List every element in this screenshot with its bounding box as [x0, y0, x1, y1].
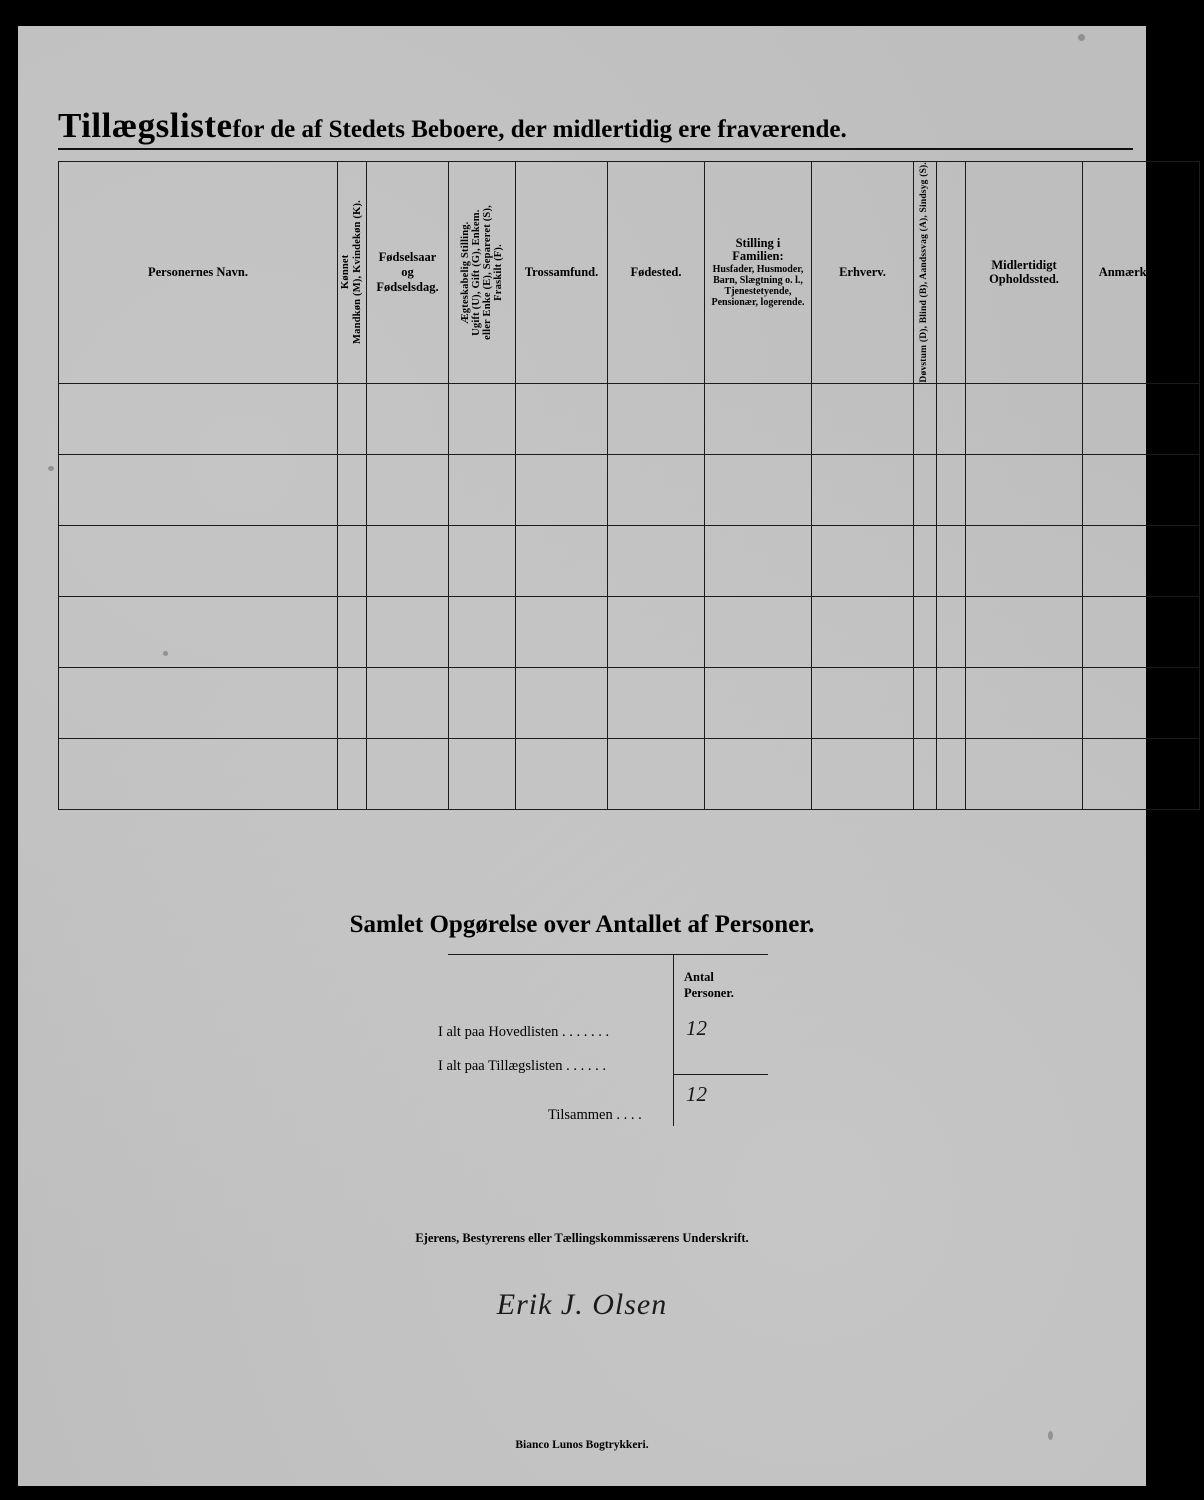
summary-row-tilsammen-label: Tilsammen . . . .	[548, 1107, 642, 1123]
summary-row-hovedliste-label: I alt paa Hovedlisten . . . . . . .	[438, 1024, 610, 1040]
cell-erhverv[interactable]	[812, 738, 914, 809]
paper-speck	[48, 466, 54, 471]
title-divider	[58, 148, 1133, 150]
column-header-stilling-body: Husfader, Husmoder, Barn, Slægtning o. l., Tjenestetyende, Pensionær, logerende.	[711, 264, 805, 309]
cell-erhverv[interactable]	[812, 525, 914, 596]
paper-speck	[1078, 34, 1085, 41]
cell-fodselsaar[interactable]	[367, 383, 449, 454]
cell-anmaerkninger[interactable]	[1083, 596, 1200, 667]
cell-erhverv[interactable]	[812, 667, 914, 738]
cell-egteskabelig[interactable]	[449, 738, 516, 809]
cell-fodested[interactable]	[608, 454, 705, 525]
signature-handwriting: Erik J. Olsen	[496, 1288, 668, 1321]
cell-anmaerkninger[interactable]	[1083, 738, 1200, 809]
cell-name[interactable]	[59, 454, 338, 525]
signature-label: Ejerens, Bestyrerens eller Tællingskommissærens Underskrift.	[415, 1231, 749, 1245]
cell-anmaerkninger[interactable]	[1083, 383, 1200, 454]
column-header-egteskabelig-stilling	[449, 162, 516, 384]
cell-trossamfund[interactable]	[516, 383, 608, 454]
cell-dovstum[interactable]	[914, 596, 937, 667]
cell-erhverv[interactable]	[812, 596, 914, 667]
cell-konnet[interactable]	[338, 525, 367, 596]
cell-fodselsaar[interactable]	[367, 596, 449, 667]
cell-midlertidigt[interactable]	[966, 738, 1083, 809]
cell-aandssvag[interactable]	[937, 383, 966, 454]
cell-dovstum[interactable]	[914, 454, 937, 525]
cell-aandssvag[interactable]	[937, 738, 966, 809]
column-header-trossamfund: Trossamfund.	[516, 162, 608, 384]
cell-fodested[interactable]	[608, 596, 705, 667]
column-header-dovstum-text: Døvstum (D), Blind (B), Aandssvag (A), Sindsyg (S).	[919, 162, 930, 383]
column-header-fodested: Fødested.	[608, 162, 705, 384]
table-row[interactable]	[59, 738, 1200, 809]
cell-anmaerkninger[interactable]	[1083, 667, 1200, 738]
cell-egteskabelig[interactable]	[449, 596, 516, 667]
cell-dovstum[interactable]	[914, 525, 937, 596]
column-header-konnet	[338, 162, 367, 384]
cell-stilling[interactable]	[705, 454, 812, 525]
cell-erhverv[interactable]	[812, 383, 914, 454]
cell-midlertidigt[interactable]	[966, 454, 1083, 525]
cell-aandssvag[interactable]	[937, 596, 966, 667]
cell-trossamfund[interactable]	[516, 525, 608, 596]
table-row[interactable]	[59, 454, 1200, 525]
cell-dovstum[interactable]	[914, 738, 937, 809]
cell-fodselsaar[interactable]	[367, 454, 449, 525]
cell-stilling[interactable]	[705, 383, 812, 454]
column-header-stilling-title2: Familien:	[732, 249, 784, 264]
column-header-fodselsaar-l2: og	[401, 264, 414, 279]
cell-name[interactable]	[59, 667, 338, 738]
census-form-page	[18, 26, 1184, 1486]
cell-aandssvag[interactable]	[937, 525, 966, 596]
summary-title: Samlet Opgørelse over Antallet af Personer.	[349, 911, 815, 938]
page-title-main: Tillægsliste	[58, 106, 233, 145]
column-header-name: Personernes Navn.	[59, 162, 338, 384]
cell-dovstum[interactable]	[914, 667, 937, 738]
column-header-konnet-l2: Mandkøn (M), Kvindekøn (K).	[352, 200, 363, 345]
cell-erhverv[interactable]	[812, 454, 914, 525]
column-header-egte-l1: Ægteskabelig Stilling.	[459, 221, 471, 324]
cell-konnet[interactable]	[338, 738, 367, 809]
column-header-midlertidigt-opholdssted	[966, 162, 1083, 384]
table-header-row	[59, 162, 1200, 384]
column-header-konnet-l1: Kønnet	[339, 255, 351, 290]
cell-aandssvag[interactable]	[937, 454, 966, 525]
summary-vertical-rule	[673, 954, 674, 1126]
cell-fodselsaar[interactable]	[367, 667, 449, 738]
summary-value-hovedliste[interactable]: 12	[686, 1016, 707, 1040]
cell-trossamfund[interactable]	[516, 454, 608, 525]
summary-column-header-l2: Personer.	[684, 986, 734, 1001]
printer-imprint: Bianco Lunos Bogtrykkeri.	[515, 1439, 649, 1451]
cell-konnet[interactable]	[338, 383, 367, 454]
cell-fodested[interactable]	[608, 525, 705, 596]
cell-midlertidigt[interactable]	[966, 667, 1083, 738]
cell-stilling[interactable]	[705, 667, 812, 738]
summary-mid-rule	[673, 1074, 768, 1075]
table-row[interactable]	[59, 667, 1200, 738]
page-title-rest: for de af Stedets Beboere, der midlertidig ere fraværende.	[232, 116, 847, 143]
absentees-table	[58, 161, 1200, 810]
column-header-stilling-title: Stilling i	[735, 235, 781, 250]
cell-trossamfund[interactable]	[516, 667, 608, 738]
cell-fodested[interactable]	[608, 667, 705, 738]
cell-midlertidigt[interactable]	[966, 525, 1083, 596]
column-header-egte-l3: eller Enke (E), Separeret (S),	[482, 204, 493, 340]
column-header-egte-l2: Ugift (U), Gift (G), Enkem.	[470, 209, 482, 336]
cell-fodselsaar[interactable]	[367, 525, 449, 596]
cell-fodselsaar[interactable]	[367, 738, 449, 809]
summary-top-rule	[448, 954, 768, 955]
summary-column-header-l1: Antal	[684, 970, 714, 984]
table-body	[59, 383, 1200, 809]
cell-name[interactable]	[59, 383, 338, 454]
summary-value-tilsammen[interactable]: 12	[686, 1082, 707, 1106]
column-header-aandssvag	[937, 162, 966, 384]
column-header-fodselsaar-l1: Fødselsaar	[378, 250, 437, 265]
cell-egteskabelig[interactable]	[449, 667, 516, 738]
column-header-egte-l4: Fraskilt (F).	[493, 243, 505, 301]
table-row[interactable]	[59, 596, 1200, 667]
page-title	[58, 106, 1118, 146]
table-row[interactable]	[59, 383, 1200, 454]
table-row[interactable]	[59, 525, 1200, 596]
cell-name[interactable]	[59, 596, 338, 667]
cell-konnet[interactable]	[338, 454, 367, 525]
column-header-erhverv: Erhverv.	[812, 162, 914, 384]
summary-box	[428, 954, 768, 1134]
column-header-midl-l2: Opholdssted.	[989, 272, 1059, 287]
column-header-dovstum	[914, 162, 937, 384]
cell-egteskabelig[interactable]	[449, 383, 516, 454]
cell-konnet[interactable]	[338, 596, 367, 667]
cell-trossamfund[interactable]	[516, 596, 608, 667]
summary-column-header	[684, 969, 734, 1002]
cell-dovstum[interactable]	[914, 383, 937, 454]
cell-trossamfund[interactable]	[516, 738, 608, 809]
cell-stilling[interactable]	[705, 525, 812, 596]
cell-midlertidigt[interactable]	[966, 596, 1083, 667]
cell-stilling[interactable]	[705, 596, 812, 667]
cell-anmaerkninger[interactable]	[1083, 525, 1200, 596]
cell-stilling[interactable]	[705, 738, 812, 809]
column-header-midl-l1: Midlertidigt	[991, 257, 1057, 272]
column-header-stilling-familien	[705, 162, 812, 384]
cell-egteskabelig[interactable]	[449, 454, 516, 525]
cell-fodested[interactable]	[608, 383, 705, 454]
cell-anmaerkninger[interactable]	[1083, 454, 1200, 525]
column-header-fodselsaar	[367, 162, 449, 384]
cell-aandssvag[interactable]	[937, 667, 966, 738]
cell-name[interactable]	[59, 525, 338, 596]
cell-name[interactable]	[59, 738, 338, 809]
cell-midlertidigt[interactable]	[966, 383, 1083, 454]
column-header-anmaerkninger: Anmærkninger.	[1083, 162, 1200, 384]
column-header-fodselsaar-l3: Fødselsdag.	[376, 279, 439, 294]
cell-egteskabelig[interactable]	[449, 525, 516, 596]
cell-fodested[interactable]	[608, 738, 705, 809]
cell-konnet[interactable]	[338, 667, 367, 738]
summary-row-tillaegsliste-label: I alt paa Tillægslisten . . . . . .	[438, 1058, 606, 1074]
